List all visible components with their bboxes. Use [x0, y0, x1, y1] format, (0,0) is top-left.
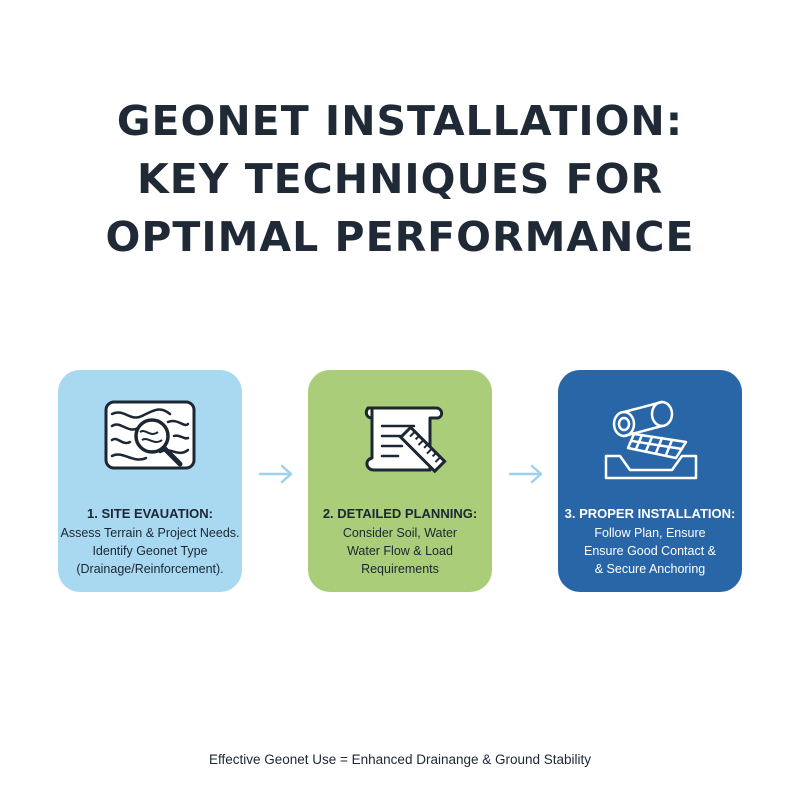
title-line-2: KEY TECHNIQUES FOR [136, 155, 664, 203]
step-3-description [544, 524, 756, 578]
title-line-1: GEONET INSTALLATION: [116, 97, 684, 145]
step-2-heading: 2. DETAILED PLANNING: [322, 506, 478, 521]
arrow-right-icon [258, 462, 294, 486]
step-2-line-2: Water Flow & Load [347, 544, 453, 558]
arrow-right-icon [508, 462, 544, 486]
step-3-heading: 3. PROPER INSTALLATION: [564, 506, 736, 521]
step-3-line-1: Follow Plan, Ensure [594, 526, 706, 540]
step-1-heading: 1. SITE EVAUATION: [87, 506, 213, 521]
blueprint-ruler-icon [340, 394, 460, 484]
step-card-proper-installation [558, 370, 742, 592]
step-1-description [44, 524, 256, 578]
step-1-line-3: (Drainage/Reinforcement). [76, 562, 224, 576]
step-card-detailed-planning [308, 370, 492, 592]
footer-summary: Effective Geonet Use = Enhanced Drainange & Ground Stability [208, 752, 592, 767]
page-title [0, 92, 800, 266]
title-line-3: OPTIMAL PERFORMANCE [105, 213, 695, 261]
step-3-line-3: & Secure Anchoring [594, 562, 706, 576]
geonet-roll-trench-icon [590, 394, 710, 484]
terrain-map-magnifier-icon [90, 394, 210, 484]
step-card-site-evaluation [58, 370, 242, 592]
step-1-line-1: Assess Terrain & Project Needs. [60, 526, 240, 540]
step-2-description [294, 524, 506, 578]
step-3-line-2: Ensure Good Contact & [583, 544, 717, 558]
step-2-line-3: Requirements [361, 562, 439, 576]
step-2-line-1: Consider Soil, Water [342, 526, 458, 540]
step-1-line-2: Identify Geonet Type [92, 544, 208, 558]
